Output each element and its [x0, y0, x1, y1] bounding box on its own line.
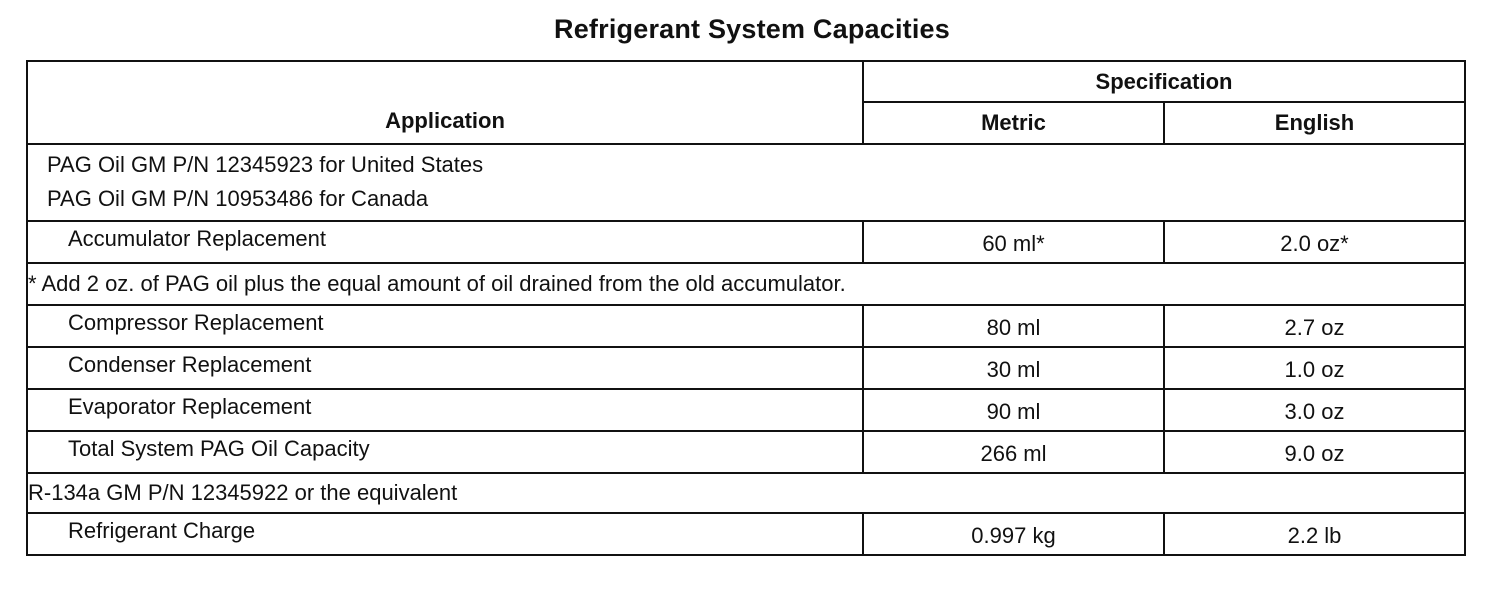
- pag-oil-note-row: [27, 144, 1465, 221]
- row-metric: 90 ml: [863, 389, 1164, 431]
- row-application: Condenser Replacement: [27, 347, 863, 389]
- row-application: Evaporator Replacement: [27, 389, 863, 431]
- header-application: [27, 61, 863, 144]
- pag-oil-note-us: PAG Oil GM P/N 12345923 for United States: [47, 152, 484, 177]
- table-row: [27, 221, 1465, 263]
- header-english: English: [1164, 102, 1465, 144]
- row-english: 2.0 oz*: [1164, 221, 1465, 263]
- row-english: 1.0 oz: [1164, 347, 1465, 389]
- row-english: 3.0 oz: [1164, 389, 1465, 431]
- pag-oil-note-canada: PAG Oil GM P/N 10953486 for Canada: [47, 186, 429, 211]
- row-english: 9.0 oz: [1164, 431, 1465, 473]
- row-application: Total System PAG Oil Capacity: [27, 431, 863, 473]
- row-application: Accumulator Replacement: [27, 221, 863, 263]
- table-row: [27, 305, 1465, 347]
- footnote-text: * Add 2 oz. of PAG oil plus the equal amount of oil drained from the old accumulator.: [27, 263, 1465, 305]
- row-metric: 60 ml*: [863, 221, 1164, 263]
- page-title: Refrigerant System Capacities: [554, 14, 950, 44]
- row-metric: 0.997 kg: [863, 513, 1164, 555]
- row-application: Refrigerant Charge: [27, 513, 863, 555]
- row-metric: 30 ml: [863, 347, 1164, 389]
- table-row: [27, 431, 1465, 473]
- header-application-label: Application: [385, 107, 505, 133]
- footnote-row: [27, 263, 1465, 305]
- table-row: [27, 513, 1465, 555]
- row-english: 2.2 lb: [1164, 513, 1465, 555]
- header-row: [27, 61, 1465, 102]
- refrigerant-note-text: R-134a GM P/N 12345922 or the equivalent: [27, 473, 1465, 513]
- table-row: [27, 347, 1465, 389]
- capacities-table: [26, 60, 1466, 556]
- row-english: 2.7 oz: [1164, 305, 1465, 347]
- row-application: Compressor Replacement: [27, 305, 863, 347]
- table-row: [27, 389, 1465, 431]
- pag-oil-note-cell: [27, 144, 1465, 221]
- header-specification: Specification: [863, 61, 1465, 102]
- row-metric: 266 ml: [863, 431, 1164, 473]
- header-metric: Metric: [863, 102, 1164, 144]
- refrigerant-note-row: [27, 473, 1465, 513]
- row-metric: 80 ml: [863, 305, 1164, 347]
